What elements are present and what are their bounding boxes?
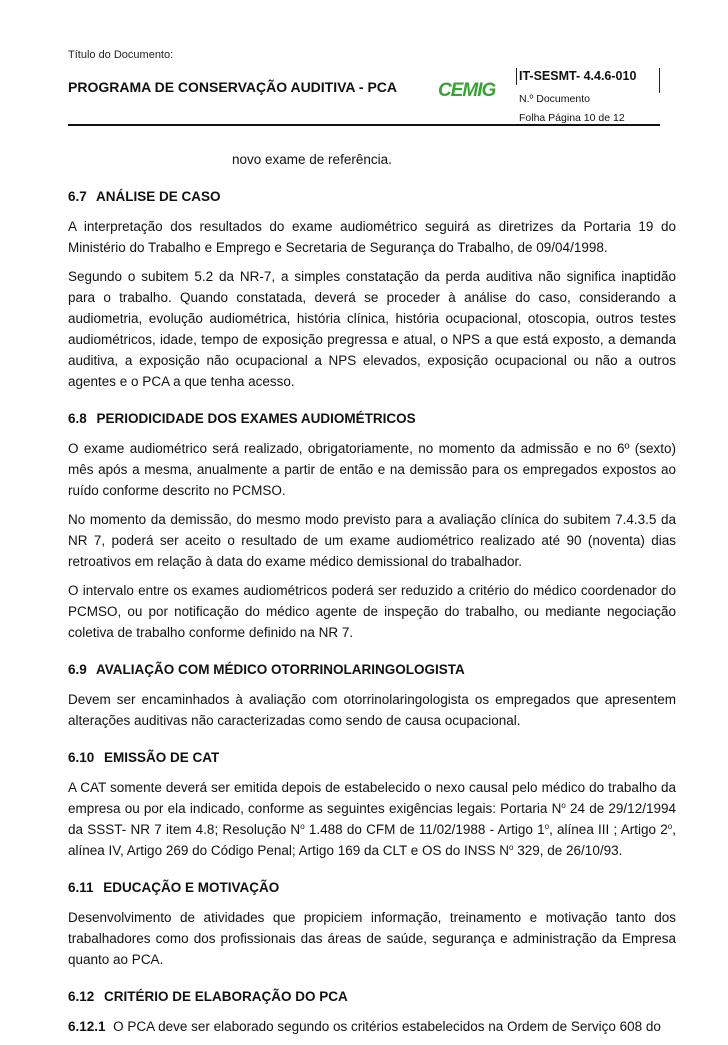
section-number: 6.7 bbox=[68, 189, 87, 204]
section-number: 6.10 bbox=[68, 750, 95, 765]
section-title: EDUCAÇÃO E MOTIVAÇÃO bbox=[103, 880, 280, 895]
text-run: 329, de 26/10/93. bbox=[513, 843, 623, 858]
doc-title: PROGRAMA DE CONSERVAÇÃO AUDITIVA - PCA bbox=[68, 79, 398, 95]
doc-code: IT-SESMT- 4.4.6-010 bbox=[519, 69, 637, 83]
divider bbox=[659, 68, 660, 93]
superscript: o bbox=[561, 801, 566, 810]
superscript: o bbox=[509, 843, 514, 852]
section-heading-6-10 bbox=[68, 748, 676, 768]
cemig-logo bbox=[438, 78, 498, 100]
text-run: A CAT somente deverá ser emitida depois de estabelecido o nexo causal pelo médico do trabalho da empresa ou por ela indicado, conforme as seguintes exigências legais: Portaria N bbox=[68, 780, 676, 816]
superscript: o bbox=[544, 822, 550, 831]
text-run: O PCA deve ser elaborado segundo os critérios estabelecidos na Ordem de Serviço 608 do bbox=[113, 1019, 661, 1034]
document-header bbox=[68, 0, 660, 130]
divider bbox=[516, 68, 517, 85]
section-title: CRITÉRIO DE ELABORAÇÃO DO PCA bbox=[104, 989, 348, 1004]
continuation-text: novo exame de referência. bbox=[232, 152, 392, 167]
doc-number-label: N.º Documento bbox=[519, 93, 590, 105]
section-number: 6.11 bbox=[68, 880, 94, 895]
paragraph: O exame audiométrico será realizado, obrigatoriamente, no momento da admissão e no 6º (sexto) mês após a mesma, anualmente a partir de então e na demissão para os empregados expostos ao ruído conforme descrito no PCMSO. bbox=[68, 441, 676, 498]
text-run: , alínea IV, Artigo 269 do Código Penal; Artigo 169 da CLT e OS do INSS N bbox=[68, 822, 676, 858]
section-heading-6-11 bbox=[68, 878, 676, 898]
paragraph: O intervalo entre os exames audiométricos poderá ser reduzido a critério do médico coordenador do PCMSO, ou por notificação do médico agente de inspeção do trabalho, ou mediante negociação coletiva de trabalho conforme definido na NR 7. bbox=[68, 583, 676, 640]
superscript: o bbox=[300, 822, 305, 831]
paragraph: Segundo o subitem 5.2 da NR-7, a simples constatação da perda auditiva não significa inaptidão para o trabalho. Quando constatada, deverá se proceder à análise do caso, considerando a audiometria, evolução audiométrica, história clínica, história ocupacional, otoscopia, outros testes audiométricos, idade, tempo de exposição pregressa e atual, o NPS a que está exposto, a demanda auditiva, a exposição não ocupacional a NPS elevados, exposição ocupacional ou não a outros agentes e o PCA a que tenha acesso. bbox=[68, 269, 676, 389]
paragraph bbox=[68, 777, 676, 861]
paragraph: Devem ser encaminhados à avaliação com otorrinolaringologista os empregados que apresentem alterações auditivas não caracterizadas como sendo de causa ocupacional. bbox=[68, 692, 676, 728]
section-number: 6.8 bbox=[68, 411, 87, 426]
text-run: 24 de 29/12/1994 da SSST- NR 7 item 4.8; Resolução N bbox=[68, 801, 676, 837]
document-body bbox=[68, 150, 676, 1045]
paragraph: No momento da demissão, do mesmo modo previsto para a avaliação clínica do subitem 7.4.3.5 da NR 7, poderá ser aceito o resultado de um exame audiométrico realizado até 90 (noventa) dias retroativos em relação à data do exame médico demissional do trabalhador. bbox=[68, 512, 676, 569]
superscript: o bbox=[667, 822, 673, 831]
header-rule bbox=[68, 124, 660, 126]
section-title: PERIODICIDADE DOS EXAMES AUDIOMÉTRICOS bbox=[96, 411, 416, 426]
section-title: AVALIAÇÃO COM MÉDICO OTORRINOLARINGOLOGISTA bbox=[96, 662, 465, 677]
cemig-logo-text: CEMIG bbox=[438, 80, 496, 100]
paragraph: Desenvolvimento de atividades que propiciem informação, treinamento e motivação tanto dos trabalhadores como dos profissionais das áreas de saúde, segurança e administração da Empresa quanto ao PCA. bbox=[68, 910, 676, 967]
text-run: 1.488 do CFM de 11/02/1988 - Artigo 1 bbox=[304, 822, 545, 837]
section-heading-6-12 bbox=[68, 987, 676, 1007]
page-indicator: Folha Página 10 de 12 bbox=[519, 112, 625, 124]
section-number: 6.12 bbox=[68, 989, 95, 1004]
section-number: 6.9 bbox=[68, 662, 87, 677]
paragraph bbox=[68, 1016, 676, 1037]
section-title: ANÁLISE DE CASO bbox=[96, 189, 221, 204]
section-heading-6-7 bbox=[68, 187, 676, 207]
text-run: , alínea III ; Artigo 2 bbox=[549, 822, 668, 837]
doc-title-label: Título do Documento: bbox=[68, 49, 174, 61]
section-heading-6-8 bbox=[68, 409, 676, 429]
section-title: EMISSÃO DE CAT bbox=[104, 750, 220, 765]
paragraph: A interpretação dos resultados do exame audiométrico seguirá as diretrizes da Portaria 19 do Ministério do Trabalho e Emprego e Secretaria de Segurança do Trabalho, de 09/04/1998. bbox=[68, 219, 676, 255]
subsection-number: 6.12.1 bbox=[68, 1019, 106, 1034]
section-heading-6-9 bbox=[68, 660, 676, 680]
